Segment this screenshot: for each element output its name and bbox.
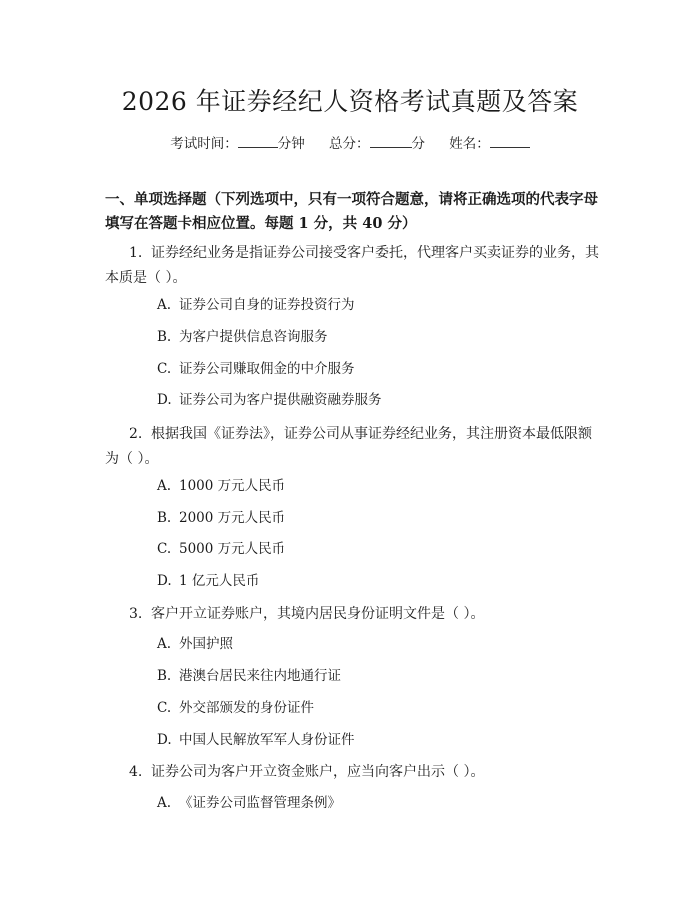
option-text: 证券公司为客户提供融资融券服务 [179,392,382,408]
option-letter: B. [157,510,172,526]
option-letter: D. [157,392,172,408]
question-number: 1. [129,245,143,261]
score-unit: 分 [411,136,425,152]
option-text: 1 亿元人民币 [179,573,260,589]
question-number: 4. [129,764,143,780]
option-text: 外国护照 [179,636,233,652]
option-text: 《证券公司监督管理条例》 [179,795,341,811]
name-label: 姓名： [449,136,490,152]
question-1 [105,241,605,291]
option-text: 港澳台居民来往内地通行证 [179,668,341,684]
score-blank [370,135,412,148]
question-text: 证券公司为客户开立资金账户，应当向客户出示（ ）。 [151,764,485,780]
option-letter: C. [157,541,172,557]
option-letter: A. [157,297,172,313]
option-letter: A. [157,636,172,652]
name-blank [490,135,530,148]
option-2d [157,571,259,591]
question-text: 客户开立证券账户，其境内居民身份证明文件是（ ）。 [151,606,485,622]
option-text: 中国人民解放军军人身份证件 [179,732,355,748]
exam-time [170,136,305,152]
option-3a [157,634,233,654]
option-text: 5000 万元人民币 [179,541,286,557]
time-label: 考试时间： [170,136,238,152]
question-text: 根据我国《证券法》，证券公司从事证券经纪业务，其注册资本最低限额为（ ）。 [105,426,592,467]
option-1d [157,390,382,410]
question-3 [105,602,605,627]
option-text: 外交部颁发的身份证件 [179,700,314,716]
option-3c [157,698,314,718]
option-3d [157,730,355,750]
question-4 [105,760,605,785]
question-number: 3. [129,606,143,622]
time-unit: 分钟 [277,136,305,152]
option-letter: C. [157,700,172,716]
exam-score [329,136,425,152]
option-2b [157,508,285,528]
option-letter: A. [157,795,172,811]
option-1a [157,295,355,315]
score-label: 总分： [329,136,370,152]
option-4a [157,793,341,813]
option-text: 为客户提供信息咨询服务 [179,329,328,345]
option-text: 1000 万元人民币 [179,478,286,494]
question-2 [105,422,605,472]
question-number: 2. [129,426,143,442]
option-text: 证券公司赚取佣金的中介服务 [179,361,355,377]
option-1b [157,327,328,347]
option-1c [157,359,355,379]
option-2a [157,476,285,496]
exam-meta [0,132,700,152]
exam-name [449,136,530,152]
option-letter: A. [157,478,172,494]
option-text: 2000 万元人民币 [179,510,286,526]
option-letter: C. [157,361,172,377]
time-blank [238,135,278,148]
page-title: 2026 年证券经纪人资格考试真题及答案 [121,87,579,116]
option-letter: B. [157,668,172,684]
section-heading: 一、单项选择题（下列选项中，只有一项符合题意，请将正确选项的代表字母填写在答题卡相应位置。每题 1 分，共 40 分） [105,191,598,232]
question-text: 证券经纪业务是指证券公司接受客户委托，代理客户买卖证券的业务，其本质是（ ）。 [105,245,599,286]
option-text: 证券公司自身的证券投资行为 [179,297,355,313]
option-2c [157,539,285,559]
option-letter: D. [157,573,172,589]
option-letter: B. [157,329,172,345]
option-letter: D. [157,732,172,748]
option-3b [157,666,341,686]
